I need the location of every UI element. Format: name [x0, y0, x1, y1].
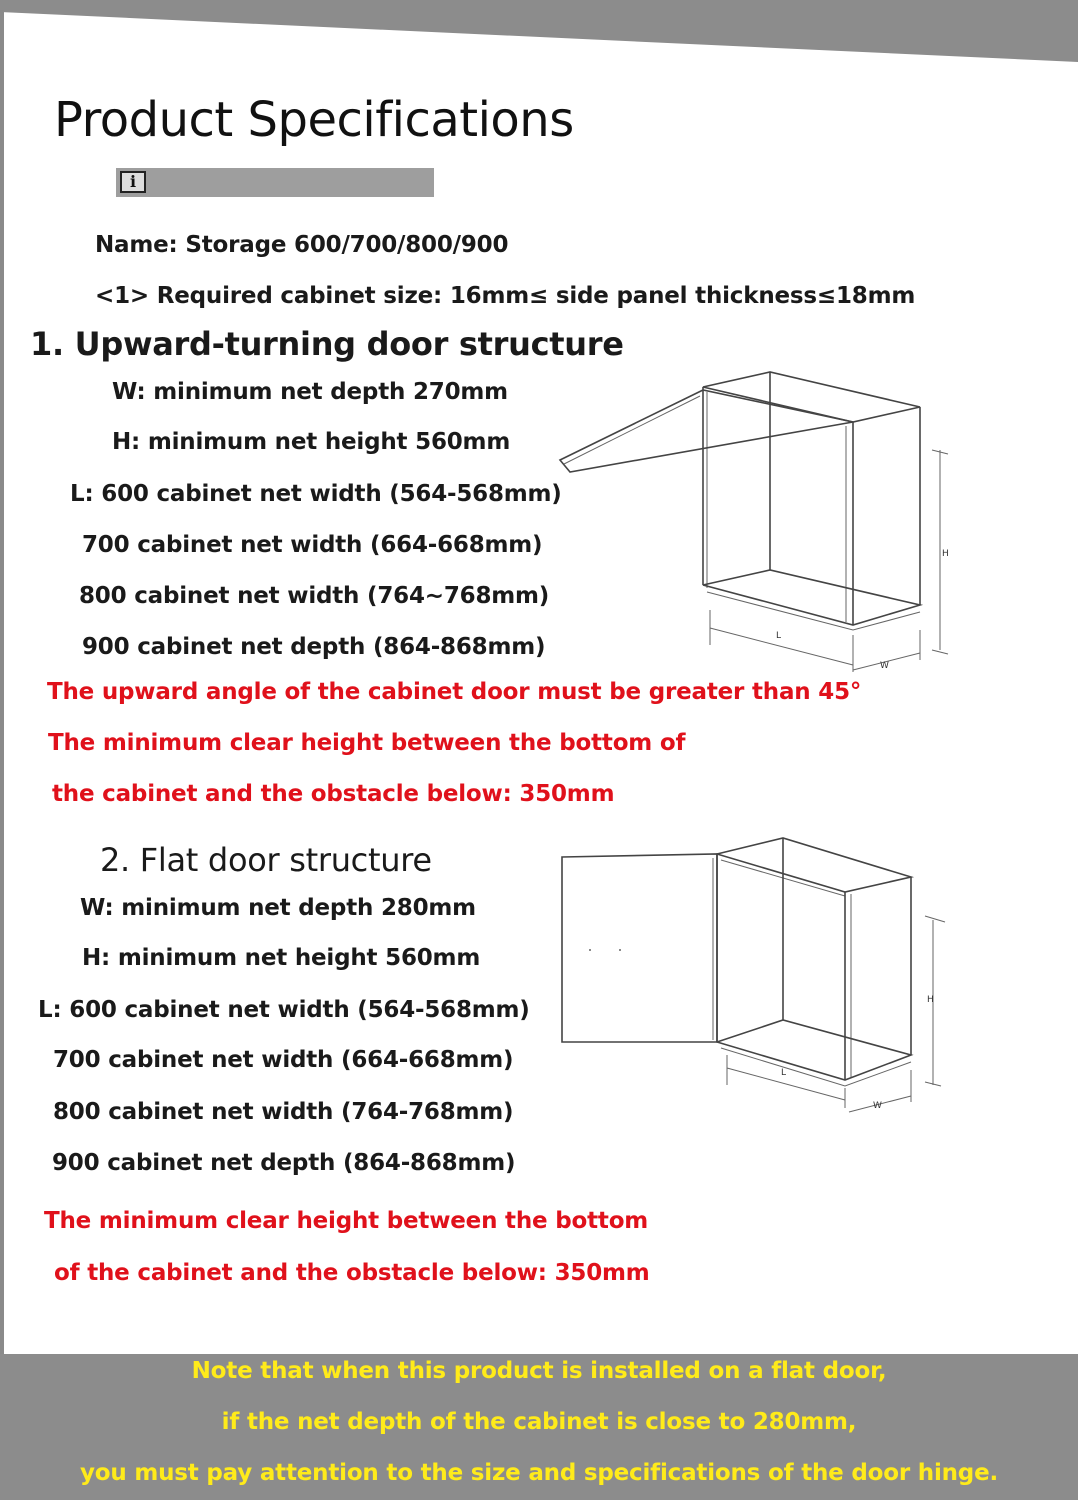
- section1-warning-angle: The upward angle of the cabinet door must be greater than 45°: [47, 679, 862, 705]
- section2-heading: 2. Flat door structure: [100, 841, 432, 879]
- open-flat-door: [562, 854, 717, 1042]
- dimension-w-label: W: [880, 661, 889, 671]
- section1-spec-w: W: minimum net depth 270mm: [112, 379, 508, 405]
- footer-note-line-1: Note that when this product is installed on a flat door,: [191, 1358, 887, 1384]
- section1-spec-l900: 900 cabinet net depth (864-868mm): [82, 634, 546, 660]
- cabinet-top-face: [717, 838, 911, 892]
- section1-spec-l600: L: 600 cabinet net width (564-568mm): [70, 481, 562, 507]
- section2-spec-h: H: minimum net height 560mm: [82, 945, 481, 971]
- section2-warning-clearance-2: of the cabinet and the obstacle below: 350mm: [54, 1260, 650, 1286]
- dimension-h-label: H: [942, 549, 949, 559]
- cabinet-bottom-face: [703, 570, 920, 625]
- dimension-h-label: H: [927, 995, 934, 1005]
- section2-spec-l800: 800 cabinet net width (764-768mm): [53, 1099, 514, 1125]
- requirement-line: <1> Required cabinet size: 16mm≤ side panel thickness≤18mm: [95, 283, 916, 309]
- flat-door-cabinet-diagram: [555, 830, 955, 1120]
- section1-spec-l700: 700 cabinet net width (664-668mm): [82, 532, 543, 558]
- section1-warning-clearance-2: the cabinet and the obstacle below: 350mm: [52, 781, 615, 807]
- footer-note-line-2: if the net depth of the cabinet is close to 280mm,: [221, 1409, 857, 1435]
- section1-heading: 1. Upward-turning door structure: [30, 325, 624, 363]
- section1-warning-clearance-1: The minimum clear height between the bottom of: [48, 730, 686, 756]
- section1-spec-l800: 800 cabinet net width (764~768mm): [79, 583, 550, 609]
- dimension-w-label: W: [873, 1101, 882, 1111]
- dimension-l-line: [710, 628, 853, 665]
- page-title: Product Specifications: [54, 92, 574, 148]
- info-bar: [116, 168, 434, 197]
- dimension-l-label: L: [776, 631, 782, 641]
- section2-spec-l900: 900 cabinet net depth (864-868mm): [52, 1150, 516, 1176]
- info-icon: i: [120, 171, 146, 193]
- footer-note-line-3: you must pay attention to the size and specifications of the door hinge.: [79, 1460, 999, 1486]
- dimension-l-label: L: [781, 1068, 787, 1078]
- section2-spec-l700: 700 cabinet net width (664-668mm): [53, 1047, 514, 1073]
- section2-spec-w: W: minimum net depth 280mm: [80, 895, 476, 921]
- section2-warning-clearance-1: The minimum clear height between the bottom: [44, 1208, 649, 1234]
- section1-spec-h: H: minimum net height 560mm: [112, 429, 511, 455]
- cabinet-bottom-face: [717, 1020, 911, 1080]
- top-banner: [0, 0, 1078, 64]
- footer-note-panel: [0, 1354, 1078, 1500]
- section2-spec-l600: L: 600 cabinet net width (564-568mm): [38, 997, 530, 1023]
- upward-door-cabinet-diagram: [550, 360, 960, 680]
- product-name: Name: Storage 600/700/800/900: [95, 232, 509, 258]
- left-border: [0, 10, 4, 1355]
